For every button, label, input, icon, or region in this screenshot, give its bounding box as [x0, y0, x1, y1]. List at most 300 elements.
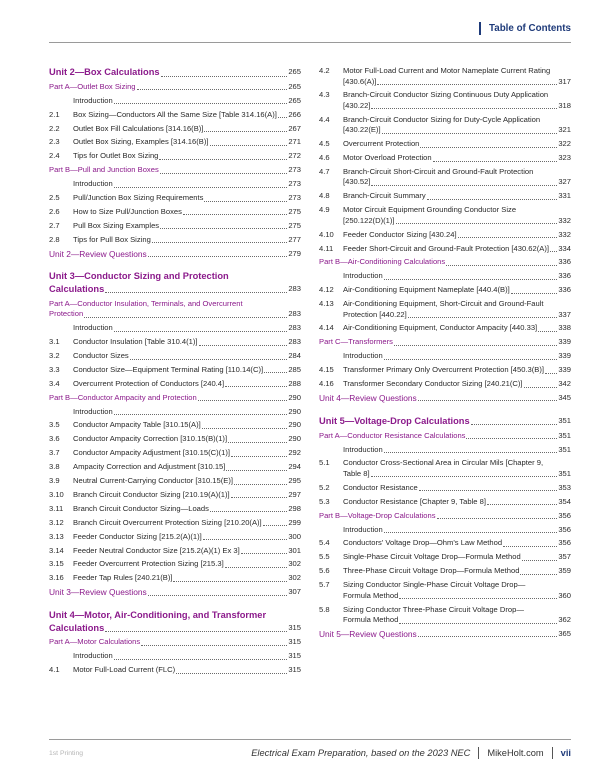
page-ref: 290 [288, 406, 301, 416]
dot-leader [264, 372, 287, 373]
page-ref: 342 [558, 379, 571, 389]
part-heading[interactable] [49, 165, 301, 176]
dot-leader [278, 117, 287, 118]
entry-text [319, 629, 571, 640]
toc-entry[interactable] [49, 351, 301, 362]
dot-leader [382, 133, 558, 134]
section-number: 4.12 [319, 285, 334, 295]
entry-text [73, 179, 301, 190]
page-ref: 351 [558, 468, 571, 478]
section-number: 5.7 [319, 580, 330, 590]
entry-title: Introduction [73, 179, 113, 189]
page-ref: 315 [288, 665, 301, 675]
entry-line [319, 605, 571, 616]
entry-title-cont: [430.22] [343, 100, 371, 110]
toc-entry[interactable] [319, 445, 571, 456]
toc-entry[interactable] [319, 230, 571, 241]
entry-text [49, 249, 301, 260]
entry-line [319, 77, 571, 88]
entry-text [343, 365, 571, 376]
section-number: 3.11 [49, 503, 64, 513]
part-heading[interactable] [319, 431, 571, 442]
footer-divider [552, 747, 553, 759]
section-number: 2.1 [49, 109, 60, 119]
section-number: 4.7 [319, 166, 330, 176]
toc-entry[interactable] [319, 299, 571, 320]
section-number: 3.10 [49, 489, 64, 499]
entry-title: Outlet Box Fill Calculations [314.16(B)] [73, 123, 204, 133]
heading-line: Unit 4—Motor, Air-Conditioning, and Transformer [49, 610, 267, 621]
website-link[interactable]: MikeHolt.com [487, 748, 544, 758]
section-number: 3.8 [49, 462, 60, 472]
toc-entry[interactable] [49, 559, 301, 570]
dot-leader [420, 147, 557, 148]
toc-entry[interactable] [49, 518, 301, 529]
section-number: 5.5 [319, 552, 330, 562]
page-ref: 285 [288, 364, 301, 374]
section-number: 3.12 [49, 517, 64, 527]
page-ref: 354 [558, 496, 571, 506]
part-heading[interactable] [49, 637, 301, 648]
page-ref: 283 [288, 283, 301, 293]
entry-text [343, 552, 571, 563]
section-gap [319, 407, 571, 415]
dot-leader [371, 185, 557, 186]
dot-leader [130, 359, 288, 360]
entry-title: Conductor Sizes [73, 351, 129, 361]
page-ref: 334 [558, 243, 571, 253]
entry-text [343, 191, 571, 202]
entry-text [319, 431, 571, 442]
page-ref: 359 [558, 566, 571, 576]
entry-title: Part B—Voltage-Drop Calculations [319, 510, 436, 520]
toc-entry[interactable] [49, 151, 301, 162]
entry-line [319, 310, 571, 321]
book-title: Electrical Exam Preparation, based on the 2023 NEC [251, 748, 471, 758]
entry-title: Ampacity Correction and Adjustment [310.15] [73, 462, 226, 472]
entry-text [73, 337, 301, 348]
dot-leader [210, 511, 287, 512]
toc-entry[interactable] [319, 497, 571, 508]
toc-entry[interactable] [319, 365, 571, 376]
toc-entry[interactable] [49, 137, 301, 148]
page-ref: 315 [288, 651, 301, 661]
entry-title: Unit 5—Review Questions [319, 628, 417, 639]
toc-entry[interactable] [49, 124, 301, 135]
entry-line [319, 177, 571, 188]
part-heading[interactable] [49, 393, 301, 404]
dot-leader [114, 103, 288, 104]
section-number: 5.6 [319, 566, 330, 576]
entry-text [343, 153, 571, 164]
entry-text [73, 221, 301, 232]
toc-entry[interactable] [319, 458, 571, 479]
entry-title: Feeder Tap Rules [240.21(B)] [73, 573, 173, 583]
toc-entry[interactable] [49, 96, 301, 107]
entry-line [319, 299, 571, 310]
page-ref: 356 [558, 524, 571, 534]
dot-leader [394, 345, 557, 346]
page-ref: 290 [288, 434, 301, 444]
entry-text [73, 559, 301, 570]
entry-title: Conductor Size—Equipment Terminal Rating [110.14(C)] [73, 364, 264, 374]
toc-entry[interactable] [49, 476, 301, 487]
entry-title: Introduction [73, 95, 113, 105]
toc-entry[interactable] [319, 244, 571, 255]
toc-entry[interactable] [319, 351, 571, 362]
page-ref: 265 [288, 81, 301, 91]
dot-leader [114, 187, 288, 188]
page-ref: 351 [558, 430, 571, 440]
entry-text [343, 445, 571, 456]
entry-title: Tips for Outlet Box Sizing [73, 151, 159, 161]
toc-entry[interactable] [49, 323, 301, 334]
section-number: 4.9 [319, 205, 330, 215]
toc-entry[interactable] [49, 573, 301, 584]
dot-leader [384, 532, 558, 533]
section-number: 2.6 [49, 206, 60, 216]
dot-leader [148, 595, 288, 596]
dot-leader [159, 159, 287, 160]
toc-entry[interactable] [49, 221, 301, 232]
entry-title: Branch-Circuit Conductor Sizing for Duty-Cycle Application [343, 114, 541, 124]
entry-text [73, 351, 301, 362]
toc-entry[interactable] [319, 153, 571, 164]
page-ref: 300 [288, 531, 301, 541]
toc-entry[interactable] [319, 205, 571, 226]
entry-title-cont: [250.122(D)(1)] [343, 215, 395, 225]
entry-line [319, 458, 571, 469]
entry-line [319, 90, 571, 101]
page-ref: 336 [558, 271, 571, 281]
entry-text [343, 538, 571, 549]
entry-title: Motor Circuit Equipment Grounding Conductor Size [343, 205, 517, 215]
dot-leader [228, 442, 287, 443]
entry-title: Motor Overload Protection [343, 153, 432, 163]
entry-title: Introduction [343, 524, 383, 534]
section-number: 3.15 [49, 559, 64, 569]
page-ref: 277 [288, 234, 301, 244]
entry-text [73, 193, 301, 204]
dot-leader [114, 659, 288, 660]
dot-leader [225, 567, 288, 568]
page-ref: 301 [288, 545, 301, 555]
header-title: Table of Contents [488, 23, 571, 34]
section-number: 2.3 [49, 137, 60, 147]
toc-entry[interactable] [49, 462, 301, 473]
toc-entry[interactable] [49, 179, 301, 190]
section-number: 5.8 [319, 604, 330, 614]
dot-leader [399, 623, 557, 624]
toc-entry[interactable] [49, 532, 301, 543]
entry-title: Box Sizing—Conductors All the Same Size [Table 314.16(A)] [73, 109, 277, 119]
entry-line [319, 580, 571, 591]
entry-title: Part B—Conductor Ampacity and Protection [49, 392, 197, 402]
toc-entry[interactable] [49, 651, 301, 662]
top-rule [49, 42, 571, 43]
entry-line [319, 615, 571, 626]
entry-title: Feeder Conductor Sizing [215.2(A)(1)] [73, 531, 202, 541]
entry-text [73, 407, 301, 418]
page-ref: 297 [288, 489, 301, 499]
page-header [479, 22, 571, 35]
page-ref: 338 [558, 323, 571, 333]
dot-leader [471, 424, 558, 425]
entry-title: Overcurrent Protection of Conductors [240.4] [73, 378, 225, 388]
dot-leader [105, 292, 287, 293]
entry-title: Unit 2—Review Questions [49, 248, 147, 259]
unit-heading[interactable] [49, 66, 301, 79]
toc-left-column [49, 66, 301, 679]
bottom-rule [49, 739, 571, 740]
dot-leader [396, 223, 558, 224]
entry-text [73, 323, 301, 334]
entry-text [73, 546, 301, 557]
toc-entry[interactable] [319, 605, 571, 626]
page-ref: 271 [288, 137, 301, 147]
toc-entry[interactable] [319, 538, 571, 549]
entry-text [73, 96, 301, 107]
entry-text [343, 379, 571, 390]
page-ref: 336 [558, 285, 571, 295]
toc-entry[interactable] [49, 407, 301, 418]
section-gap [49, 601, 301, 609]
page-ref: 327 [558, 177, 571, 187]
entry-title: Pull/Junction Box Sizing Requirements [73, 193, 204, 203]
dot-leader [199, 345, 288, 346]
page-number: vii [560, 748, 571, 758]
toc-entry[interactable] [319, 483, 571, 494]
entry-text [49, 393, 301, 404]
heading-line-end: Calculations [49, 622, 105, 633]
page-ref: 322 [558, 139, 571, 149]
toc-entry[interactable] [49, 546, 301, 557]
entry-line [319, 591, 571, 602]
dot-leader [225, 386, 287, 387]
section-number: 4.14 [319, 323, 334, 333]
dot-leader [377, 84, 557, 85]
page-ref: 265 [288, 95, 301, 105]
section-number: 3.9 [49, 476, 60, 486]
entry-title: Introduction [343, 444, 383, 454]
page-ref: 298 [288, 503, 301, 513]
page-ref: 275 [288, 220, 301, 230]
entry-title-cont: Formula Method [343, 590, 399, 600]
section-number: 2.8 [49, 234, 60, 244]
toc-entry[interactable] [319, 167, 571, 188]
part-heading[interactable] [319, 511, 571, 522]
entry-text [343, 139, 571, 150]
page-ref: 315 [288, 637, 301, 647]
toc-entry[interactable] [49, 504, 301, 515]
entry-title: Conductor Resistance [343, 482, 418, 492]
toc-entry[interactable] [49, 110, 301, 121]
entry-text [73, 504, 301, 515]
entry-title: Branch-Circuit Conductor Sizing Continuous Duty Application [343, 90, 549, 100]
entry-text [319, 415, 571, 428]
toc-entry[interactable] [319, 115, 571, 136]
section-number: 4.5 [319, 139, 330, 149]
unit-heading[interactable] [49, 609, 301, 634]
section-number: 3.2 [49, 351, 60, 361]
heading-line [49, 309, 301, 320]
page-ref: 292 [288, 448, 301, 458]
section-number: 3.4 [49, 378, 60, 388]
page-ref: 294 [288, 462, 301, 472]
entry-text [73, 124, 301, 135]
page-ref: 351 [558, 444, 571, 454]
toc-entry[interactable] [319, 379, 571, 390]
entry-text [343, 285, 571, 296]
toc-entry[interactable] [319, 271, 571, 282]
entry-title-cont: [430.52] [343, 177, 371, 187]
entry-text [49, 66, 301, 79]
dot-leader [371, 476, 558, 477]
section-number: 2.4 [49, 151, 60, 161]
toc-entry[interactable] [49, 490, 301, 501]
dot-leader [114, 331, 288, 332]
section-number: 3.1 [49, 337, 60, 347]
toc-entry[interactable] [49, 420, 301, 431]
page-ref: 337 [558, 309, 571, 319]
entry-text [343, 497, 571, 508]
entry-title: Conductor Ampacity Correction [310.15(B)(1)] [73, 434, 228, 444]
toc-entry[interactable] [319, 66, 571, 87]
page-ref: 318 [558, 100, 571, 110]
page-ref: 266 [288, 109, 301, 119]
review-questions-link[interactable] [319, 629, 571, 640]
dot-leader [263, 525, 288, 526]
printing-note: 1st Printing [49, 750, 84, 757]
section-number: 4.13 [319, 299, 334, 309]
page-ref: 295 [288, 476, 301, 486]
page-ref: 265 [288, 67, 301, 76]
entry-title: Conductor Ampacity Table [310.15(A)] [73, 420, 201, 430]
dot-leader [84, 317, 287, 318]
entry-title-cont: [430.6(A)] [343, 76, 377, 86]
toc-entry[interactable] [319, 90, 571, 111]
toc-entry[interactable] [49, 193, 301, 204]
entry-text [73, 462, 301, 473]
dot-leader [226, 470, 287, 471]
dot-leader [399, 598, 557, 599]
toc-entry[interactable] [319, 285, 571, 296]
entry-title: Unit 5—Voltage-Drop Calculations [319, 415, 470, 426]
page-ref: 353 [558, 482, 571, 492]
dot-leader [487, 504, 557, 505]
heading-line-end: Calculations [49, 283, 105, 294]
entry-text [49, 165, 301, 176]
entry-text [73, 573, 301, 584]
toc-entry[interactable] [49, 365, 301, 376]
dot-leader [522, 560, 558, 561]
toc-entry[interactable] [319, 566, 571, 577]
part-heading[interactable] [49, 299, 301, 320]
page-ref: 273 [288, 165, 301, 175]
toc-entry[interactable] [319, 525, 571, 536]
toc-entry[interactable] [319, 580, 571, 601]
entry-text [73, 151, 301, 162]
toc-entry[interactable] [319, 552, 571, 563]
toc-entry[interactable] [49, 448, 301, 459]
dot-leader [433, 161, 558, 162]
section-number: 2.5 [49, 193, 60, 203]
entry-title: Unit 3—Review Questions [49, 587, 147, 598]
section-number: 4.4 [319, 114, 330, 124]
toc-entry[interactable] [49, 337, 301, 348]
page-ref: 290 [288, 392, 301, 402]
entry-text [319, 393, 571, 404]
dot-leader [241, 553, 288, 554]
entry-title: Feeder Overcurrent Protection Sizing [215.3] [73, 559, 224, 569]
page-footer [251, 747, 571, 759]
entry-text [73, 110, 301, 121]
section-number: 2.7 [49, 220, 60, 230]
part-heading[interactable] [49, 82, 301, 93]
entry-text [343, 483, 571, 494]
dot-leader [231, 456, 287, 457]
entry-line [319, 101, 571, 112]
page-ref: 283 [288, 337, 301, 347]
toc-entry[interactable] [49, 207, 301, 218]
page-ref: 331 [558, 191, 571, 201]
dot-leader [503, 546, 557, 547]
unit-heading[interactable] [49, 270, 301, 295]
section-number: 3.16 [49, 573, 64, 583]
dot-leader [202, 428, 288, 429]
entry-title: Part C—Transformers [319, 337, 393, 347]
toc-entry[interactable] [49, 434, 301, 445]
page-ref: 284 [288, 351, 301, 361]
dot-leader [173, 581, 287, 582]
toc-entry[interactable] [319, 191, 571, 202]
toc-entry[interactable] [319, 323, 571, 334]
review-questions-link[interactable] [319, 393, 571, 404]
entry-title: Pull Box Sizing Examples [73, 220, 160, 230]
section-number: 5.1 [319, 458, 330, 468]
part-heading[interactable] [319, 337, 571, 348]
unit-heading[interactable] [319, 415, 571, 428]
entry-title: Conductors' Voltage Drop—Ohm's Law Method [343, 538, 503, 548]
section-number: 4.11 [319, 243, 334, 253]
toc-entry[interactable] [319, 139, 571, 150]
entry-title: Overcurrent Protection [343, 139, 420, 149]
entry-text [73, 651, 301, 662]
page-ref: 302 [288, 559, 301, 569]
section-number: 4.6 [319, 153, 330, 163]
toc-entry[interactable] [49, 665, 301, 676]
toc-entry[interactable] [49, 235, 301, 246]
toc-entry[interactable] [49, 379, 301, 390]
entry-title: Three-Phase Circuit Voltage Drop—Formula Method [343, 566, 520, 576]
dot-leader [141, 645, 287, 646]
entry-title-cont: [430.22(E)] [343, 125, 381, 135]
entry-text [73, 207, 301, 218]
page-ref: 299 [288, 517, 301, 527]
entry-line [319, 167, 571, 178]
entry-title: Conductor Ampacity Adjustment [310.15(C)(1)] [73, 448, 231, 458]
review-questions-link[interactable] [49, 587, 301, 598]
entry-line [319, 205, 571, 216]
entry-title: Feeder Short-Circuit and Ground-Fault Protection [430.62(A)] [343, 243, 549, 253]
entry-title: Part A—Motor Calculations [49, 637, 141, 647]
page-ref: 362 [558, 615, 571, 624]
part-heading[interactable] [319, 257, 571, 268]
section-number: 5.3 [319, 496, 330, 506]
entry-title: Branch Circuit Conductor Sizing [210.19(A)(1)] [73, 489, 230, 499]
dot-leader [114, 414, 288, 415]
review-questions-link[interactable] [49, 249, 301, 260]
